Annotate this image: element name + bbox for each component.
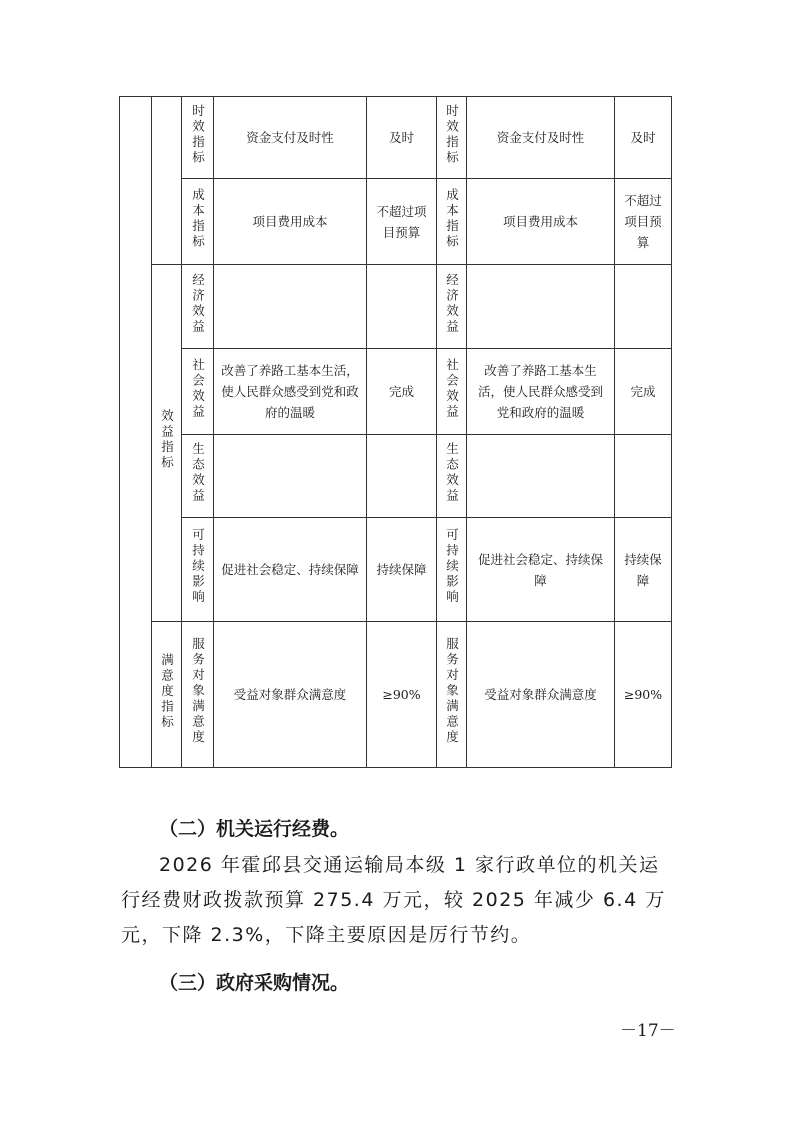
- sub-indicator: 成本指标: [444, 187, 460, 250]
- sub-indicator: 成本指标: [190, 187, 206, 250]
- section-heading-operating-costs: （二）机关运行经费。: [159, 818, 350, 840]
- section-heading-procurement: （三）政府采购情况。: [159, 972, 350, 994]
- table-row: [120, 518, 672, 622]
- sub-indicator: 时效指标: [444, 103, 460, 166]
- indicator-value: 持续保障: [376, 562, 427, 577]
- sub-indicator: 生态效益: [190, 442, 206, 504]
- level2-cell: [152, 97, 182, 265]
- level1-cell: [120, 97, 152, 768]
- sub-indicator: 服务对象满意度: [190, 637, 206, 746]
- table-row: [120, 265, 672, 349]
- indicator-content: 项目费用成本: [502, 214, 578, 229]
- indicator-content: 改善了养路工基本生活，使人民群众感受到党和政府的温暖: [221, 363, 359, 420]
- indicator-content: 资金支付及时性: [496, 130, 585, 145]
- indicator-content: 促进社会稳定、持续保障: [477, 551, 603, 588]
- page-number: －17－: [620, 1021, 676, 1041]
- indicator-value: ≥90%: [382, 687, 421, 702]
- operating-costs-text: 2026 年霍邱县交通运输局本级 1 家行政单位的机关运行经费财政拨款预算 275.4 万元，较 2025 年减少 6.4 万元，下降 2.3%，下降主要原因是厉行节约。: [121, 854, 666, 946]
- sub-indicator: 经济效益: [190, 272, 206, 335]
- sub-indicator: 生态效益: [444, 442, 460, 504]
- performance-table: [119, 96, 672, 768]
- table-row: [120, 179, 672, 265]
- indicator-value: 完成: [388, 384, 414, 399]
- table-row: [120, 97, 672, 179]
- table-row: [120, 435, 672, 518]
- sub-indicator: 经济效益: [444, 272, 460, 335]
- sub-indicator: 服务对象满意度: [444, 637, 460, 746]
- satisfaction-indicator-group: 满意度指标: [159, 652, 175, 731]
- benefit-indicator-group: 效益指标: [159, 409, 175, 471]
- indicator-content: 受益对象群众满意度: [484, 687, 597, 702]
- table-row: [120, 622, 672, 768]
- indicator-content: 改善了养路工基本生活，使人民群众感受到党和政府的温暖: [477, 363, 603, 420]
- table-row: [120, 349, 672, 435]
- sub-indicator: 可持续影响: [444, 527, 460, 606]
- indicator-content: 受益对象群众满意度: [233, 687, 347, 702]
- indicator-content: 促进社会稳定、持续保障: [221, 562, 359, 577]
- operating-costs-paragraph: [121, 848, 673, 953]
- indicator-value: 完成: [630, 384, 656, 399]
- indicator-content: 资金支付及时性: [246, 130, 334, 145]
- indicator-value: 持续保障: [624, 551, 662, 588]
- sub-indicator: 社会效益: [190, 357, 206, 420]
- indicator-value: 及时: [630, 130, 656, 145]
- sub-indicator: 时效指标: [190, 103, 206, 166]
- indicator-content: 项目费用成本: [252, 214, 328, 229]
- indicator-value: 不超过项目预算: [376, 203, 427, 240]
- sub-indicator: 可持续影响: [190, 527, 206, 606]
- indicator-value: 不超过项目预算: [624, 193, 662, 250]
- indicator-value: 及时: [388, 130, 414, 145]
- sub-indicator: 社会效益: [444, 357, 460, 420]
- indicator-value: ≥90%: [623, 687, 663, 702]
